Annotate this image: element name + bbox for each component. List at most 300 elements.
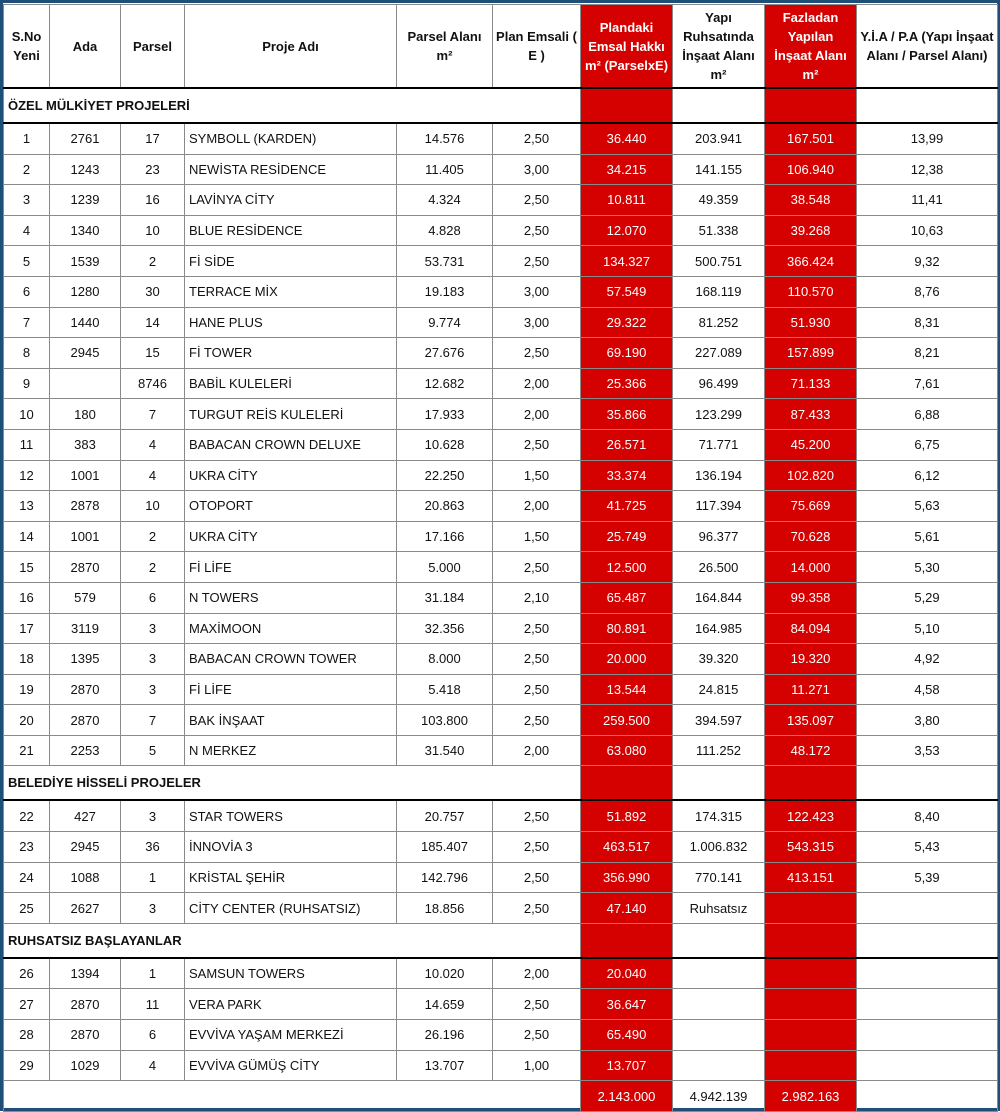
cell-yia-pa: 5,63	[857, 491, 998, 522]
section-title: RUHSATSIZ BAŞLAYANLAR	[4, 923, 581, 958]
table-row	[4, 613, 998, 644]
cell-ada: 1029	[50, 1050, 121, 1081]
cell-yia-pa: 5,10	[857, 613, 998, 644]
cell-plan-emsali: 2,50	[493, 989, 581, 1020]
total-yapi-ruhsat: 4.942.139	[673, 1081, 765, 1112]
cell-proje: EVVİVA GÜMÜŞ CİTY	[185, 1050, 397, 1081]
cell-proje: BABACAN CROWN TOWER	[185, 644, 397, 675]
table-row	[4, 582, 998, 613]
cell-yapi-ruhsat: 770.141	[673, 862, 765, 893]
cell-sno: 17	[4, 613, 50, 644]
cell-proje: Fİ LİFE	[185, 552, 397, 583]
cell-parsel: 1	[121, 862, 185, 893]
table-row	[4, 368, 998, 399]
cell-fazladan: 39.268	[765, 215, 857, 246]
table-row	[4, 399, 998, 430]
cell-sno: 26	[4, 958, 50, 989]
header-ada: Ada	[50, 5, 121, 89]
cell-parsel: 36	[121, 832, 185, 863]
cell-parsel: 16	[121, 185, 185, 216]
cell-sno: 20	[4, 705, 50, 736]
cell-ada	[50, 368, 121, 399]
cell-yapi-ruhsat: 26.500	[673, 552, 765, 583]
cell-ada: 2761	[50, 123, 121, 154]
cell-parsel: 11	[121, 989, 185, 1020]
section-header	[4, 923, 998, 958]
cell-parsel-alani: 142.796	[397, 862, 493, 893]
cell-yapi-ruhsat: 71.771	[673, 429, 765, 460]
table-row	[4, 338, 998, 369]
cell-plan-emsali: 1,50	[493, 521, 581, 552]
cell-proje: SYMBOLL (KARDEN)	[185, 123, 397, 154]
cell-yapi-ruhsat: 203.941	[673, 123, 765, 154]
cell-sno: 2	[4, 154, 50, 185]
section-title: BELEDİYE HİSSELİ PROJELER	[4, 766, 581, 801]
cell-fazladan: 543.315	[765, 832, 857, 863]
cell-parsel-alani: 8.000	[397, 644, 493, 675]
cell-parsel: 3	[121, 613, 185, 644]
cell-ada: 579	[50, 582, 121, 613]
cell-yia-pa: 8,31	[857, 307, 998, 338]
cell-yapi-ruhsat	[673, 1050, 765, 1081]
cell-plandaki-emsal: 65.487	[581, 582, 673, 613]
cell-proje: BABİL KULELERİ	[185, 368, 397, 399]
cell-yia-pa: 10,63	[857, 215, 998, 246]
cell-parsel-alani: 26.196	[397, 1020, 493, 1051]
cell-ada: 2878	[50, 491, 121, 522]
total-plandaki-emsal: 2.143.000	[581, 1081, 673, 1112]
cell-proje: MAXİMOON	[185, 613, 397, 644]
cell-yia-pa: 12,38	[857, 154, 998, 185]
cell-yapi-ruhsat: 164.844	[673, 582, 765, 613]
cell-parsel: 3	[121, 674, 185, 705]
cell-yia-pa	[857, 958, 998, 989]
table-row	[4, 307, 998, 338]
cell-plandaki-emsal: 35.866	[581, 399, 673, 430]
cell-yia-pa: 5,39	[857, 862, 998, 893]
header-yapi-ruhsat: Yapı Ruhsatında İnşaat Alanı m²	[673, 5, 765, 89]
cell-proje: İNNOVİA 3	[185, 832, 397, 863]
cell-proje: HANE PLUS	[185, 307, 397, 338]
header-proje: Proje Adı	[185, 5, 397, 89]
cell-proje: N MERKEZ	[185, 735, 397, 766]
cell-sno: 23	[4, 832, 50, 863]
cell-plan-emsali: 2,50	[493, 893, 581, 924]
cell-fazladan: 84.094	[765, 613, 857, 644]
cell-sno: 10	[4, 399, 50, 430]
cell-parsel-alani: 31.184	[397, 582, 493, 613]
cell-plan-emsali: 2,00	[493, 368, 581, 399]
cell-proje: BLUE RESİDENCE	[185, 215, 397, 246]
cell-yia-pa: 4,58	[857, 674, 998, 705]
cell-ada: 1239	[50, 185, 121, 216]
cell-yapi-ruhsat: 394.597	[673, 705, 765, 736]
cell-yia-pa: 3,80	[857, 705, 998, 736]
table-row	[4, 123, 998, 154]
cell-proje: UKRA CİTY	[185, 460, 397, 491]
cell-plan-emsali: 3,00	[493, 276, 581, 307]
cell-parsel-alani: 13.707	[397, 1050, 493, 1081]
cell-fazladan: 102.820	[765, 460, 857, 491]
cell-parsel: 3	[121, 644, 185, 675]
cell-proje: OTOPORT	[185, 491, 397, 522]
cell-yapi-ruhsat	[673, 1020, 765, 1051]
section-cell-plandaki-emsal	[581, 923, 673, 958]
cell-plandaki-emsal: 25.366	[581, 368, 673, 399]
table-row	[4, 1020, 998, 1051]
cell-plandaki-emsal: 463.517	[581, 832, 673, 863]
cell-yia-pa	[857, 893, 998, 924]
cell-plandaki-emsal: 259.500	[581, 705, 673, 736]
cell-parsel: 6	[121, 1020, 185, 1051]
cell-plan-emsali: 2,50	[493, 674, 581, 705]
section-cell-plandaki-emsal	[581, 766, 673, 801]
cell-parsel-alani: 4.828	[397, 215, 493, 246]
cell-sno: 13	[4, 491, 50, 522]
cell-parsel-alani: 31.540	[397, 735, 493, 766]
cell-plandaki-emsal: 20.000	[581, 644, 673, 675]
cell-ada: 1001	[50, 521, 121, 552]
cell-yapi-ruhsat: 117.394	[673, 491, 765, 522]
header-parsel-alani: Parsel Alanı m²	[397, 5, 493, 89]
cell-parsel: 23	[121, 154, 185, 185]
cell-yapi-ruhsat: 123.299	[673, 399, 765, 430]
cell-parsel: 3	[121, 800, 185, 831]
cell-proje: TURGUT REİS KULELERİ	[185, 399, 397, 430]
cell-sno: 29	[4, 1050, 50, 1081]
cell-parsel: 8746	[121, 368, 185, 399]
table-row	[4, 521, 998, 552]
section-cell-yia-pa	[857, 923, 998, 958]
cell-parsel-alani: 20.863	[397, 491, 493, 522]
cell-plan-emsali: 2,50	[493, 705, 581, 736]
cell-yapi-ruhsat: 96.499	[673, 368, 765, 399]
cell-fazladan	[765, 893, 857, 924]
table-row	[4, 800, 998, 831]
cell-plan-emsali: 2,50	[493, 185, 581, 216]
section-cell-fazladan	[765, 923, 857, 958]
cell-ada: 1394	[50, 958, 121, 989]
cell-plan-emsali: 2,50	[493, 552, 581, 583]
cell-parsel-alani: 18.856	[397, 893, 493, 924]
cell-ada: 1395	[50, 644, 121, 675]
total-fazladan: 2.982.163	[765, 1081, 857, 1112]
cell-plan-emsali: 1,00	[493, 1050, 581, 1081]
cell-ada: 427	[50, 800, 121, 831]
cell-sno: 9	[4, 368, 50, 399]
table-body	[4, 88, 998, 1112]
cell-parsel-alani: 103.800	[397, 705, 493, 736]
table-row	[4, 429, 998, 460]
cell-fazladan: 106.940	[765, 154, 857, 185]
cell-fazladan: 11.271	[765, 674, 857, 705]
cell-plan-emsali: 2,50	[493, 800, 581, 831]
cell-sno: 21	[4, 735, 50, 766]
cell-parsel-alani: 10.020	[397, 958, 493, 989]
cell-yia-pa: 3,53	[857, 735, 998, 766]
cell-plandaki-emsal: 26.571	[581, 429, 673, 460]
cell-parsel: 2	[121, 246, 185, 277]
cell-yapi-ruhsat: 51.338	[673, 215, 765, 246]
cell-fazladan: 99.358	[765, 582, 857, 613]
cell-plandaki-emsal: 12.070	[581, 215, 673, 246]
cell-fazladan	[765, 1050, 857, 1081]
cell-ada: 1440	[50, 307, 121, 338]
cell-sno: 16	[4, 582, 50, 613]
cell-parsel: 2	[121, 552, 185, 583]
cell-sno: 4	[4, 215, 50, 246]
cell-ada: 2945	[50, 832, 121, 863]
table-row	[4, 674, 998, 705]
table-row	[4, 862, 998, 893]
cell-parsel-alani: 17.166	[397, 521, 493, 552]
cell-yia-pa: 9,32	[857, 246, 998, 277]
cell-parsel-alani: 14.576	[397, 123, 493, 154]
cell-parsel: 4	[121, 429, 185, 460]
cell-yia-pa: 5,61	[857, 521, 998, 552]
cell-fazladan: 75.669	[765, 491, 857, 522]
cell-parsel: 30	[121, 276, 185, 307]
cell-parsel: 1	[121, 958, 185, 989]
cell-proje: EVVİVA YAŞAM MERKEZİ	[185, 1020, 397, 1051]
cell-yapi-ruhsat: 39.320	[673, 644, 765, 675]
cell-plandaki-emsal: 41.725	[581, 491, 673, 522]
section-cell-yia-pa	[857, 766, 998, 801]
cell-fazladan	[765, 989, 857, 1020]
cell-sno: 12	[4, 460, 50, 491]
header-parsel: Parsel	[121, 5, 185, 89]
cell-plandaki-emsal: 20.040	[581, 958, 673, 989]
cell-parsel-alani: 14.659	[397, 989, 493, 1020]
cell-fazladan	[765, 1020, 857, 1051]
section-header	[4, 766, 998, 801]
cell-fazladan: 14.000	[765, 552, 857, 583]
cell-ada: 2627	[50, 893, 121, 924]
cell-plandaki-emsal: 13.544	[581, 674, 673, 705]
cell-plan-emsali: 2,50	[493, 123, 581, 154]
cell-sno: 19	[4, 674, 50, 705]
cell-yia-pa: 8,21	[857, 338, 998, 369]
cell-yia-pa: 5,30	[857, 552, 998, 583]
table-row	[4, 491, 998, 522]
cell-plan-emsali: 2,00	[493, 399, 581, 430]
cell-parsel-alani: 11.405	[397, 154, 493, 185]
cell-parsel: 10	[121, 215, 185, 246]
table-row	[4, 460, 998, 491]
cell-yia-pa: 4,92	[857, 644, 998, 675]
cell-parsel: 4	[121, 1050, 185, 1081]
cell-plandaki-emsal: 12.500	[581, 552, 673, 583]
projects-table	[3, 4, 998, 1112]
cell-fazladan: 45.200	[765, 429, 857, 460]
cell-fazladan: 38.548	[765, 185, 857, 216]
section-cell-plandaki-emsal	[581, 88, 673, 123]
cell-proje: TERRACE MİX	[185, 276, 397, 307]
cell-sno: 25	[4, 893, 50, 924]
cell-plan-emsali: 3,00	[493, 307, 581, 338]
header-sno: S.No Yeni	[4, 5, 50, 89]
cell-proje: BABACAN CROWN DELUXE	[185, 429, 397, 460]
cell-fazladan: 122.423	[765, 800, 857, 831]
cell-sno: 14	[4, 521, 50, 552]
section-cell-fazladan	[765, 88, 857, 123]
cell-ada: 2870	[50, 705, 121, 736]
section-cell-yapi-ruhsat	[673, 923, 765, 958]
cell-sno: 15	[4, 552, 50, 583]
cell-fazladan: 157.899	[765, 338, 857, 369]
cell-fazladan: 48.172	[765, 735, 857, 766]
cell-sno: 3	[4, 185, 50, 216]
section-cell-fazladan	[765, 766, 857, 801]
cell-yia-pa	[857, 1020, 998, 1051]
cell-ada: 1001	[50, 460, 121, 491]
section-cell-yapi-ruhsat	[673, 88, 765, 123]
cell-plandaki-emsal: 34.215	[581, 154, 673, 185]
cell-proje: SAMSUN TOWERS	[185, 958, 397, 989]
cell-plandaki-emsal: 13.707	[581, 1050, 673, 1081]
cell-parsel-alani: 19.183	[397, 276, 493, 307]
cell-parsel-alani: 27.676	[397, 338, 493, 369]
cell-plan-emsali: 2,50	[493, 246, 581, 277]
cell-yapi-ruhsat: 168.119	[673, 276, 765, 307]
header-yia-pa: Y.İ.A / P.A (Yapı İnşaat Alanı / Parsel Alanı)	[857, 5, 998, 89]
cell-parsel: 10	[121, 491, 185, 522]
cell-parsel-alani: 17.933	[397, 399, 493, 430]
cell-sno: 27	[4, 989, 50, 1020]
totals-blank-end	[857, 1081, 998, 1112]
cell-proje: STAR TOWERS	[185, 800, 397, 831]
table-row	[4, 552, 998, 583]
cell-yia-pa: 7,61	[857, 368, 998, 399]
cell-plandaki-emsal: 47.140	[581, 893, 673, 924]
cell-plandaki-emsal: 80.891	[581, 613, 673, 644]
header-plandaki-emsal: Plandaki Emsal Hakkı m² (ParselxE)	[581, 5, 673, 89]
cell-proje: NEWİSTA RESİDENCE	[185, 154, 397, 185]
cell-proje: Fİ LİFE	[185, 674, 397, 705]
cell-yapi-ruhsat: 227.089	[673, 338, 765, 369]
cell-yapi-ruhsat: 81.252	[673, 307, 765, 338]
cell-proje: UKRA CİTY	[185, 521, 397, 552]
totals-blank	[4, 1081, 581, 1112]
cell-plandaki-emsal: 65.490	[581, 1020, 673, 1051]
cell-yapi-ruhsat: 24.815	[673, 674, 765, 705]
cell-parsel: 15	[121, 338, 185, 369]
cell-plandaki-emsal: 134.327	[581, 246, 673, 277]
cell-yapi-ruhsat: 96.377	[673, 521, 765, 552]
cell-yia-pa: 8,40	[857, 800, 998, 831]
cell-yia-pa: 6,88	[857, 399, 998, 430]
cell-proje: CİTY CENTER (RUHSATSIZ)	[185, 893, 397, 924]
cell-plandaki-emsal: 63.080	[581, 735, 673, 766]
cell-yia-pa	[857, 989, 998, 1020]
cell-plandaki-emsal: 356.990	[581, 862, 673, 893]
cell-ada: 1088	[50, 862, 121, 893]
section-title: ÖZEL MÜLKİYET PROJELERİ	[4, 88, 581, 123]
cell-parsel-alani: 53.731	[397, 246, 493, 277]
cell-ada: 1340	[50, 215, 121, 246]
cell-yapi-ruhsat: 111.252	[673, 735, 765, 766]
cell-parsel-alani: 185.407	[397, 832, 493, 863]
cell-parsel-alani: 10.628	[397, 429, 493, 460]
cell-fazladan: 19.320	[765, 644, 857, 675]
cell-yapi-ruhsat: 49.359	[673, 185, 765, 216]
cell-fazladan	[765, 958, 857, 989]
cell-parsel: 7	[121, 399, 185, 430]
cell-yia-pa: 6,75	[857, 429, 998, 460]
cell-fazladan: 87.433	[765, 399, 857, 430]
cell-yia-pa: 5,29	[857, 582, 998, 613]
cell-parsel-alani: 22.250	[397, 460, 493, 491]
cell-plandaki-emsal: 29.322	[581, 307, 673, 338]
cell-parsel-alani: 32.356	[397, 613, 493, 644]
cell-parsel: 17	[121, 123, 185, 154]
cell-yia-pa: 11,41	[857, 185, 998, 216]
table-row	[4, 832, 998, 863]
cell-ada: 2870	[50, 674, 121, 705]
table-row	[4, 958, 998, 989]
cell-yapi-ruhsat: 1.006.832	[673, 832, 765, 863]
cell-parsel: 5	[121, 735, 185, 766]
section-header	[4, 88, 998, 123]
cell-sno: 1	[4, 123, 50, 154]
section-cell-yapi-ruhsat	[673, 766, 765, 801]
cell-plandaki-emsal: 51.892	[581, 800, 673, 831]
cell-plan-emsali: 2,50	[493, 215, 581, 246]
cell-ada: 2870	[50, 989, 121, 1020]
cell-sno: 28	[4, 1020, 50, 1051]
table-row	[4, 644, 998, 675]
cell-yapi-ruhsat: 164.985	[673, 613, 765, 644]
cell-plan-emsali: 2,50	[493, 832, 581, 863]
cell-plan-emsali: 1,50	[493, 460, 581, 491]
cell-sno: 6	[4, 276, 50, 307]
cell-fazladan: 51.930	[765, 307, 857, 338]
cell-plan-emsali: 2,50	[493, 429, 581, 460]
cell-sno: 18	[4, 644, 50, 675]
cell-parsel-alani: 4.324	[397, 185, 493, 216]
totals-row	[4, 1081, 998, 1112]
cell-yapi-ruhsat	[673, 958, 765, 989]
cell-parsel: 3	[121, 893, 185, 924]
cell-fazladan: 71.133	[765, 368, 857, 399]
cell-parsel-alani: 5.418	[397, 674, 493, 705]
table-row	[4, 705, 998, 736]
cell-fazladan: 366.424	[765, 246, 857, 277]
cell-plandaki-emsal: 69.190	[581, 338, 673, 369]
cell-plandaki-emsal: 57.549	[581, 276, 673, 307]
cell-sno: 22	[4, 800, 50, 831]
cell-ada: 2253	[50, 735, 121, 766]
cell-proje: VERA PARK	[185, 989, 397, 1020]
table-row	[4, 246, 998, 277]
table-row	[4, 185, 998, 216]
cell-plan-emsali: 2,50	[493, 644, 581, 675]
cell-plan-emsali: 2,50	[493, 862, 581, 893]
cell-yia-pa: 6,12	[857, 460, 998, 491]
cell-parsel-alani: 9.774	[397, 307, 493, 338]
cell-parsel: 7	[121, 705, 185, 736]
cell-proje: Fİ TOWER	[185, 338, 397, 369]
cell-plandaki-emsal: 10.811	[581, 185, 673, 216]
cell-plan-emsali: 2,50	[493, 338, 581, 369]
cell-yia-pa	[857, 1050, 998, 1081]
cell-fazladan: 167.501	[765, 123, 857, 154]
cell-fazladan: 70.628	[765, 521, 857, 552]
cell-fazladan: 413.151	[765, 862, 857, 893]
cell-yapi-ruhsat: 500.751	[673, 246, 765, 277]
cell-ada: 180	[50, 399, 121, 430]
cell-sno: 5	[4, 246, 50, 277]
